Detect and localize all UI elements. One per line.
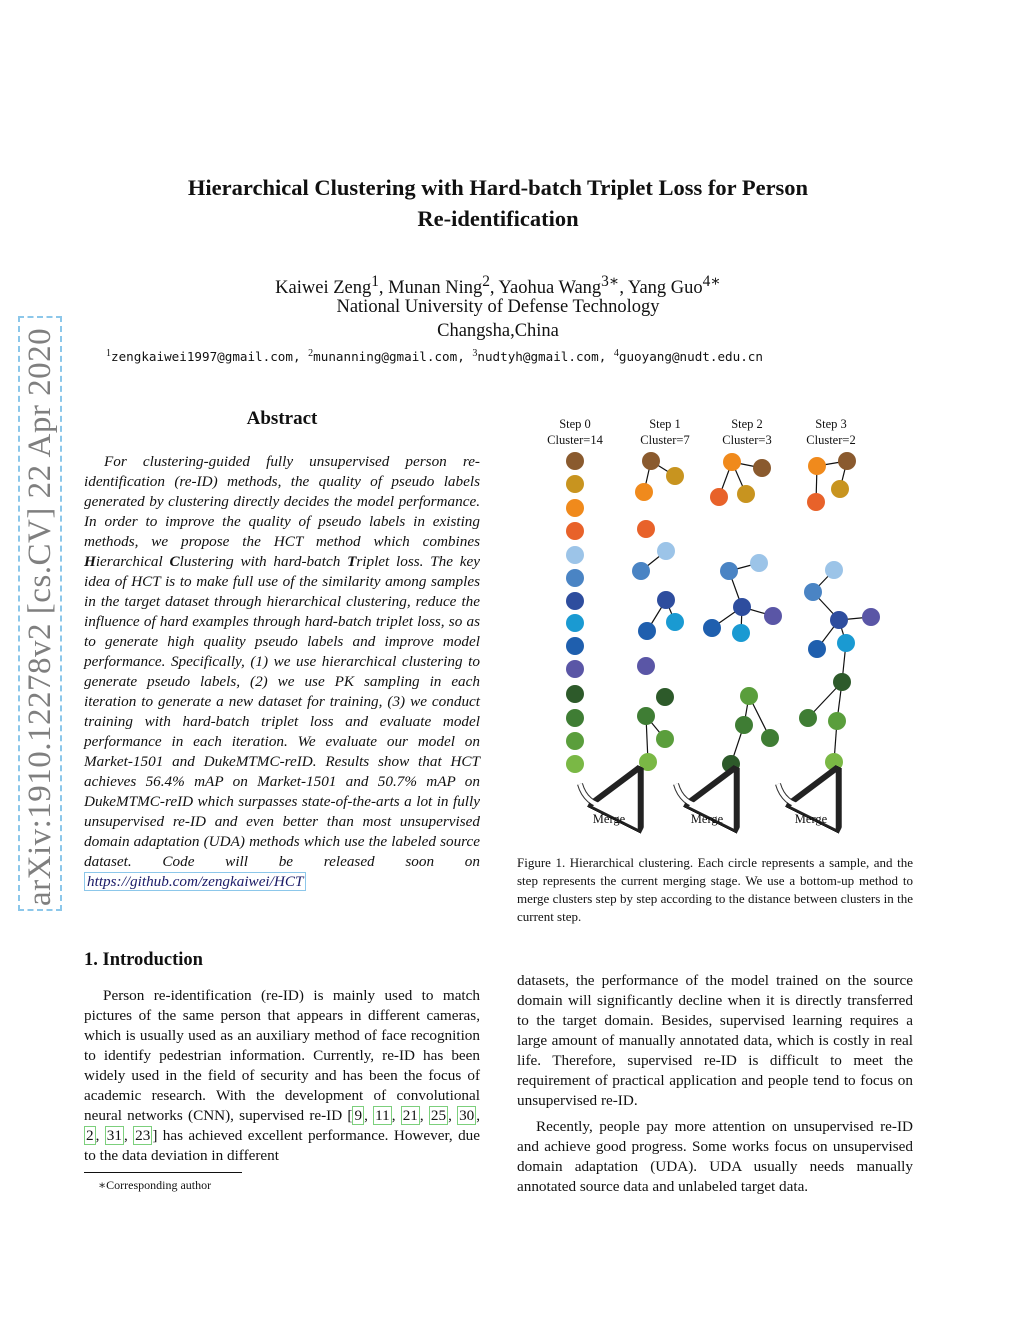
author-name: Munan Ning [388, 278, 483, 299]
abstract-acronym-letter: T [347, 553, 357, 570]
citation-link[interactable]: 9 [354, 1107, 363, 1124]
abstract-acronym-letter: H [84, 553, 96, 570]
sample-node [566, 614, 584, 632]
sample-node [637, 707, 655, 725]
step-name: Step 0 [559, 417, 591, 431]
sample-node [566, 755, 584, 773]
sample-node [566, 732, 584, 750]
sample-node [657, 591, 675, 609]
sample-node [635, 483, 653, 501]
author-mark: 3∗ [601, 273, 620, 290]
sample-node [732, 624, 750, 642]
sample-node [638, 622, 656, 640]
intro-paragraph: Person re-identification (re-ID) is mainly used to match pictures of the same person that appears in different cameras, which is usually used as an auxiliary method of face recognition to identify pedestrian information. Currently, re-ID has been widely used in the field of security and has been the focus of academic research. With the development of convolutional neural networks (CNN), supervised re-ID [ 9 , 11 , 21 , 25 , 30 , 2 , 31 , 23 ] has achieved excellent performance. However, due to the data deviation in different [84, 987, 481, 1164]
sample-node [808, 457, 826, 475]
citation-link[interactable]: 21 [402, 1107, 418, 1124]
abstract-heading: Abstract [246, 408, 318, 429]
sample-node [862, 608, 880, 626]
sample-node [830, 611, 848, 629]
sample-node [639, 753, 657, 771]
citation-link[interactable]: 30 [459, 1107, 475, 1124]
step-name: Step 2 [731, 417, 763, 431]
sample-node [710, 488, 728, 506]
citation-link[interactable]: 25 [430, 1107, 447, 1124]
email-address: guoyang@nudt.edu.cn [618, 349, 763, 365]
sample-node [566, 709, 584, 727]
intro-text: Person re-identification (re-ID) is mainly used to match pictures of the same person that appears in different cameras, which is usually used as an auxiliary method of face recognition to identify pedestrian information. Currently, re-ID has been widely used in the field of security and has been the focus of academic research. With the development of convolutional neural networks (CNN), supervised re-ID [84, 987, 480, 1124]
sample-node [733, 598, 751, 616]
sample-nodes [566, 452, 880, 773]
step-name: Step 1 [649, 417, 681, 431]
abstract-text: ierarchical [95, 553, 170, 570]
sample-node [566, 452, 584, 470]
citation-link[interactable]: 23 [135, 1127, 151, 1144]
step-cluster-count: Cluster=2 [806, 433, 856, 447]
sample-node [632, 562, 650, 580]
sample-node [750, 554, 768, 572]
sample-node [737, 485, 755, 503]
step-cluster-count: Cluster=14 [547, 433, 603, 447]
sample-node [735, 716, 753, 734]
abstract-text: riplet loss. The key idea of HCT is to make full use of the similarity among samples in the target dataset through hierarchical clustering, reduce the influence of hard examples through hard-batch triplet loss, so as to generate high quality pseudo labels and improve model performance. Specifically, (1) we use hierarchical clustering to generate pseudo labels, (2) we use PK sampling in each iteration to generate a new dataset for training, (3) we conduct training with hard-batch triplet loss and evaluate model performance in each iteration. We evaluate our model on Market-1501 and DukeMTMC-reID. Results show that HCT achieves 56.4% mAP on Market-1501 and 50.7% mAP on DukeMTMC-reID which surpasses state-of-the-arts a lot in fully unsupervised re-ID and even better than most unsupervised domain adaptation (UDA) methods which use the labeled source dataset. Code will be released soon on [84, 553, 481, 870]
sample-node [566, 660, 584, 678]
abstract-acronym-letter: C [169, 553, 180, 570]
author-name: Yaohua Wang [498, 278, 602, 299]
author-name: Yang Guo [627, 278, 703, 299]
sample-node [825, 753, 843, 771]
footnote: ∗Corresponding author [98, 1178, 212, 1192]
figure-caption: Figure 1. Hierarchical clustering. Each circle represents a sample, and the step represents the current merging stage. We use a bottom-up method to merge clusters step by step according to the distance between clusters in the current step. [517, 855, 913, 924]
email-mark: 2 [308, 348, 314, 359]
sample-node [828, 712, 846, 730]
author-list: Kaiwei Zeng$^1$, Munan Ning$^2$, Yaohua Wang$^{3∗}$, Yang Guo$^{4∗}$ [275, 273, 721, 299]
sample-node [740, 687, 758, 705]
sample-node [666, 467, 684, 485]
merge-arrow [778, 784, 828, 806]
code-link[interactable]: https://github.com/zengkaiwei/HCT [84, 872, 306, 891]
citation-link[interactable]: 31 [106, 1127, 122, 1144]
sample-node [703, 619, 721, 637]
sample-node [723, 453, 741, 471]
merge-arrows [580, 784, 828, 806]
sample-node [656, 688, 674, 706]
sample-node [825, 561, 843, 579]
citation-link[interactable]: 11 [375, 1107, 390, 1124]
citation-link[interactable]: 2 [86, 1127, 94, 1144]
step-name: Step 3 [815, 417, 847, 431]
sample-node [831, 480, 849, 498]
abstract-text: For clustering-guided fully unsupervised person re-identification (re-ID) methods, the quality of pseudo labels generated by clustering directly decides the model performance. In order to improve the quality of pseudo labels in existing methods, we propose the HCT method which combines [84, 453, 480, 550]
sample-node [566, 592, 584, 610]
merge-label: Merge [592, 812, 626, 826]
sample-node [666, 613, 684, 631]
sample-node [807, 493, 825, 511]
email-list: $^1$zengkaiwei1997@gmail.com, $^2$munanning@gmail.com, $^3$nudtyh@gmail.com, $^4$guoyang@nudt.edu.cn [106, 348, 763, 365]
author-mark: 4∗ [702, 273, 721, 290]
intro-text: has achieved excellent performance. However, due to the data deviation in different [84, 1127, 481, 1164]
sample-node [637, 520, 655, 538]
body-paragraph: Recently, people pay more attention on unsupervised re-ID and achieve good progress. Some works focus on unsupervised domain adaptation (UDA). UDA usually needs manually annotated source data and unlabeled target data. [517, 1118, 913, 1195]
title-line-1: Hierarchical Clustering with Hard-batch Triplet Loss for Person [187, 175, 809, 200]
location: Changsha,China [437, 321, 559, 341]
sample-node [566, 685, 584, 703]
sample-node [804, 583, 822, 601]
author-name: Kaiwei Zeng [275, 278, 372, 299]
sample-node [642, 452, 660, 470]
sample-node [753, 459, 771, 477]
merge-arrow [676, 784, 726, 806]
sample-node [566, 569, 584, 587]
sample-node [838, 452, 856, 470]
sample-node [833, 673, 851, 691]
section-heading: 1. Introduction [84, 950, 203, 970]
email-address: munanning@gmail.com [313, 349, 458, 365]
affiliation: National University of Defense Technology [336, 297, 660, 317]
author-mark: 1 [371, 273, 379, 290]
sample-node [566, 637, 584, 655]
sample-node [808, 640, 826, 658]
email-address: nudtyh@gmail.com [477, 349, 599, 365]
sample-node [657, 542, 675, 560]
sample-node [761, 729, 779, 747]
author-mark: 2 [482, 273, 490, 290]
sample-node [722, 755, 740, 773]
merge-label: Merge [690, 812, 724, 826]
step-cluster-count: Cluster=7 [640, 433, 690, 447]
sample-node [764, 607, 782, 625]
sample-node [799, 709, 817, 727]
email-address: zengkaiwei1997@gmail.com [111, 349, 293, 365]
sample-node [566, 499, 584, 517]
sample-node [837, 634, 855, 652]
title-line-2: Re-identification [417, 206, 579, 231]
abstract-text: lustering with hard-batch [179, 553, 348, 570]
email-mark: 4 [613, 348, 619, 359]
sample-node [637, 657, 655, 675]
sample-node [566, 546, 584, 564]
merge-arrow [580, 784, 630, 806]
sample-node [566, 475, 584, 493]
arxiv-stamp: arXiv:1910.12278v2 [cs.CV] 22 Apr 2020 [22, 327, 58, 906]
merge-label: Merge [794, 812, 828, 826]
sample-node [566, 522, 584, 540]
email-mark: 1 [106, 348, 111, 359]
sample-node [720, 562, 738, 580]
body-paragraph: datasets, the performance of the model trained on the source domain will significantly decline when it is directly transferred to the target domain. Besides, supervised learning requires a large amount of manually annotated data, which is costly in real life. Therefore, supervised re-ID is difficult to meet the requirement of practical application and people tend to focus on unsupervised re-ID. [517, 972, 913, 1109]
sample-node [656, 730, 674, 748]
step-cluster-count: Cluster=3 [722, 433, 772, 447]
email-mark: 3 [472, 348, 478, 359]
